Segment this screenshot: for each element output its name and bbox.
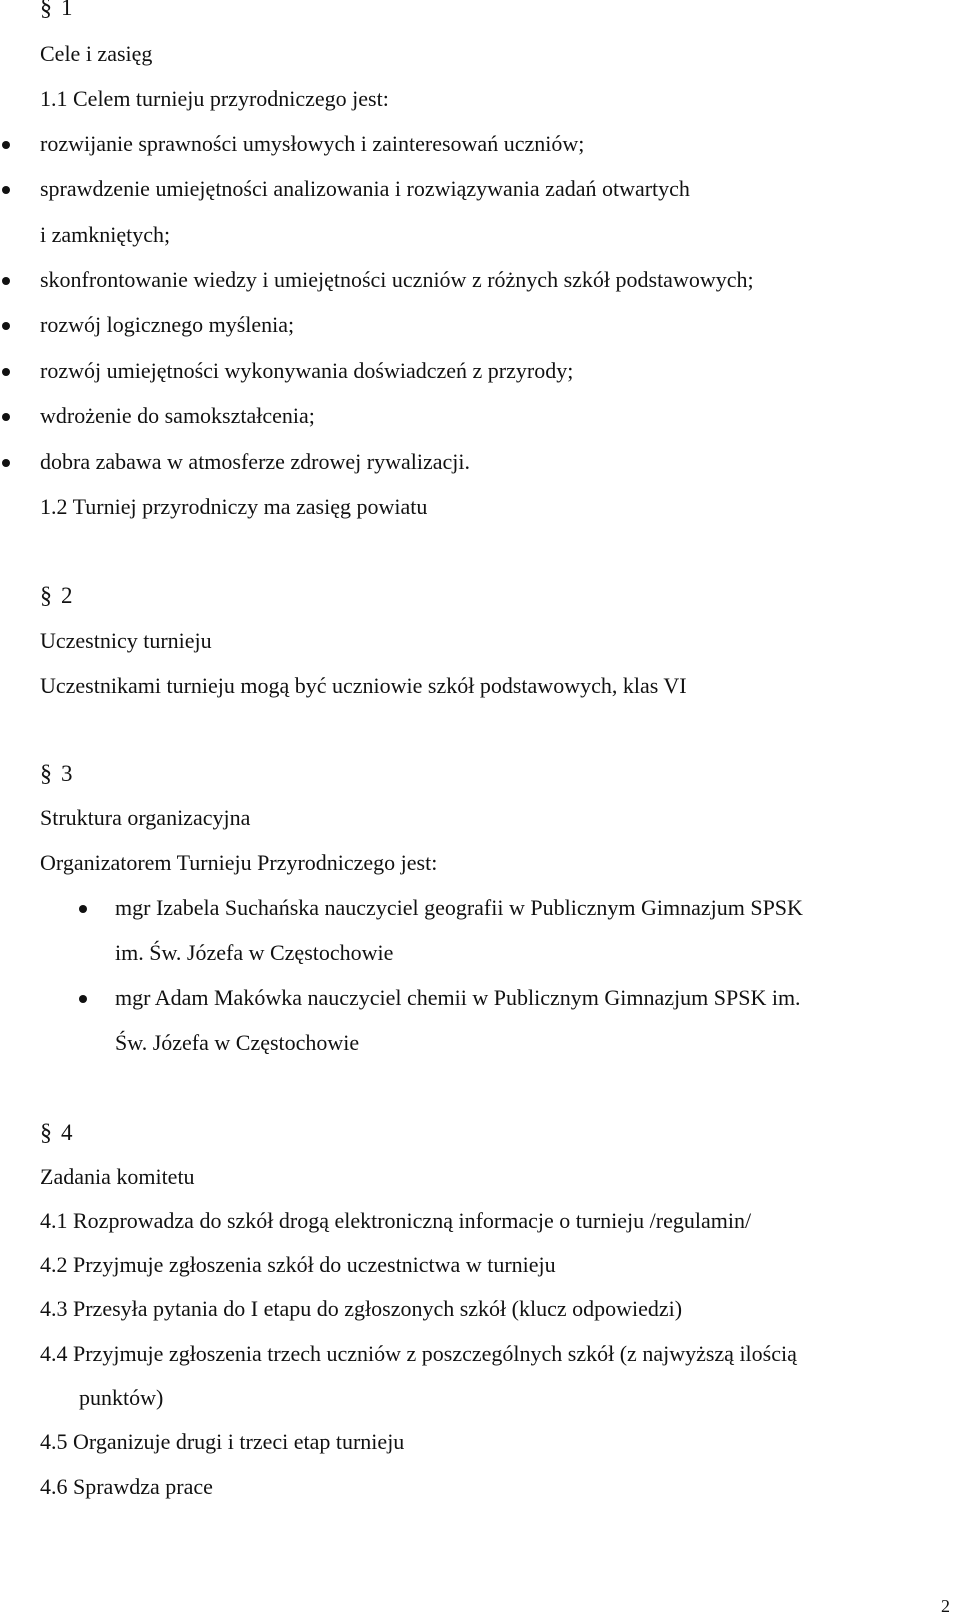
section-4-heading (40, 1121, 73, 1145)
section-sign: § (40, 583, 52, 609)
goal-item: dobra zabawa w atmosferze zdrowej rywalizacji. (40, 449, 470, 474)
task-item: 4.6 Sprawdza prace (40, 1474, 213, 1499)
section-3-heading (40, 762, 73, 786)
task-item: 4.2 Przyjmuje zgłoszenia szkół do uczestnictwa w turnieju (40, 1252, 556, 1277)
bullet-icon (2, 186, 10, 194)
section-sign: § (40, 1120, 52, 1146)
section-number: 1 (61, 0, 73, 20)
page-number: 2 (941, 1596, 950, 1616)
goal-item: rozwój umiejętności wykonywania doświadczeń z przyrody; (40, 358, 574, 383)
organizer-item: mgr Adam Makówka nauczyciel chemii w Publicznym Gimnazjum SPSK im. (115, 985, 801, 1010)
goal-item-continuation: i zamkniętych; (40, 222, 171, 247)
task-item: 4.1 Rozprowadza do szkół drogą elektroniczną informacje o turnieju /regulamin/ (40, 1208, 752, 1233)
section-1-title: Cele i zasięg (40, 41, 153, 66)
bullet-icon (2, 141, 10, 149)
goal-item: wdrożenie do samokształcenia; (40, 403, 315, 428)
task-item: 4.4 Przyjmuje zgłoszenia trzech uczniów z poszczególnych szkół (z najwyższą ilością (40, 1341, 797, 1366)
section-3-title: Struktura organizacyjna (40, 805, 251, 830)
organizer-item-continuation: im. Św. Józefa w Częstochowie (115, 940, 394, 965)
task-item-continuation: punktów) (79, 1385, 164, 1410)
section-1-heading (40, 0, 73, 20)
bullet-icon (2, 459, 10, 467)
organizer-item: mgr Izabela Suchańska nauczyciel geografii w Publicznym Gimnazjum SPSK (115, 895, 803, 920)
paragraph-1-2: 1.2 Turniej przyrodniczy ma zasięg powiatu (40, 494, 428, 519)
bullet-icon (2, 277, 10, 285)
section-sign: § (40, 761, 52, 787)
bullet-icon (2, 322, 10, 330)
bullet-icon (79, 905, 87, 913)
goal-item: rozwój logicznego myślenia; (40, 312, 295, 337)
paragraph-1-1: 1.1 Celem turnieju przyrodniczego jest: (40, 86, 389, 111)
goal-item: skonfrontowanie wiedzy i umiejętności uczniów z różnych szkół podstawowych; (40, 267, 754, 292)
organizer-item-continuation: Św. Józefa w Częstochowie (115, 1030, 360, 1055)
section-4-title: Zadania komitetu (40, 1164, 195, 1189)
section-number: 2 (61, 583, 73, 608)
bullet-icon (79, 995, 87, 1003)
task-item: 4.5 Organizuje drugi i trzeci etap turnieju (40, 1429, 405, 1454)
goal-item: sprawdzenie umiejętności analizowania i rozwiązywania zadań otwartych (40, 176, 690, 201)
task-item: 4.3 Przesyła pytania do I etapu do zgłoszonych szkół (klucz odpowiedzi) (40, 1296, 683, 1321)
section-sign: § (40, 0, 52, 21)
bullet-icon (2, 413, 10, 421)
section-number: 4 (61, 1120, 73, 1145)
goal-item: rozwijanie sprawności umysłowych i zainteresowań uczniów; (40, 131, 585, 156)
section-number: 3 (61, 761, 73, 786)
bullet-icon (2, 368, 10, 376)
section-3-text: Organizatorem Turnieju Przyrodniczego jest: (40, 850, 438, 875)
section-2-title: Uczestnicy turnieju (40, 628, 212, 653)
section-2-text: Uczestnikami turnieju mogą być uczniowie szkół podstawowych, klas VI (40, 673, 687, 698)
section-2-heading (40, 584, 73, 608)
